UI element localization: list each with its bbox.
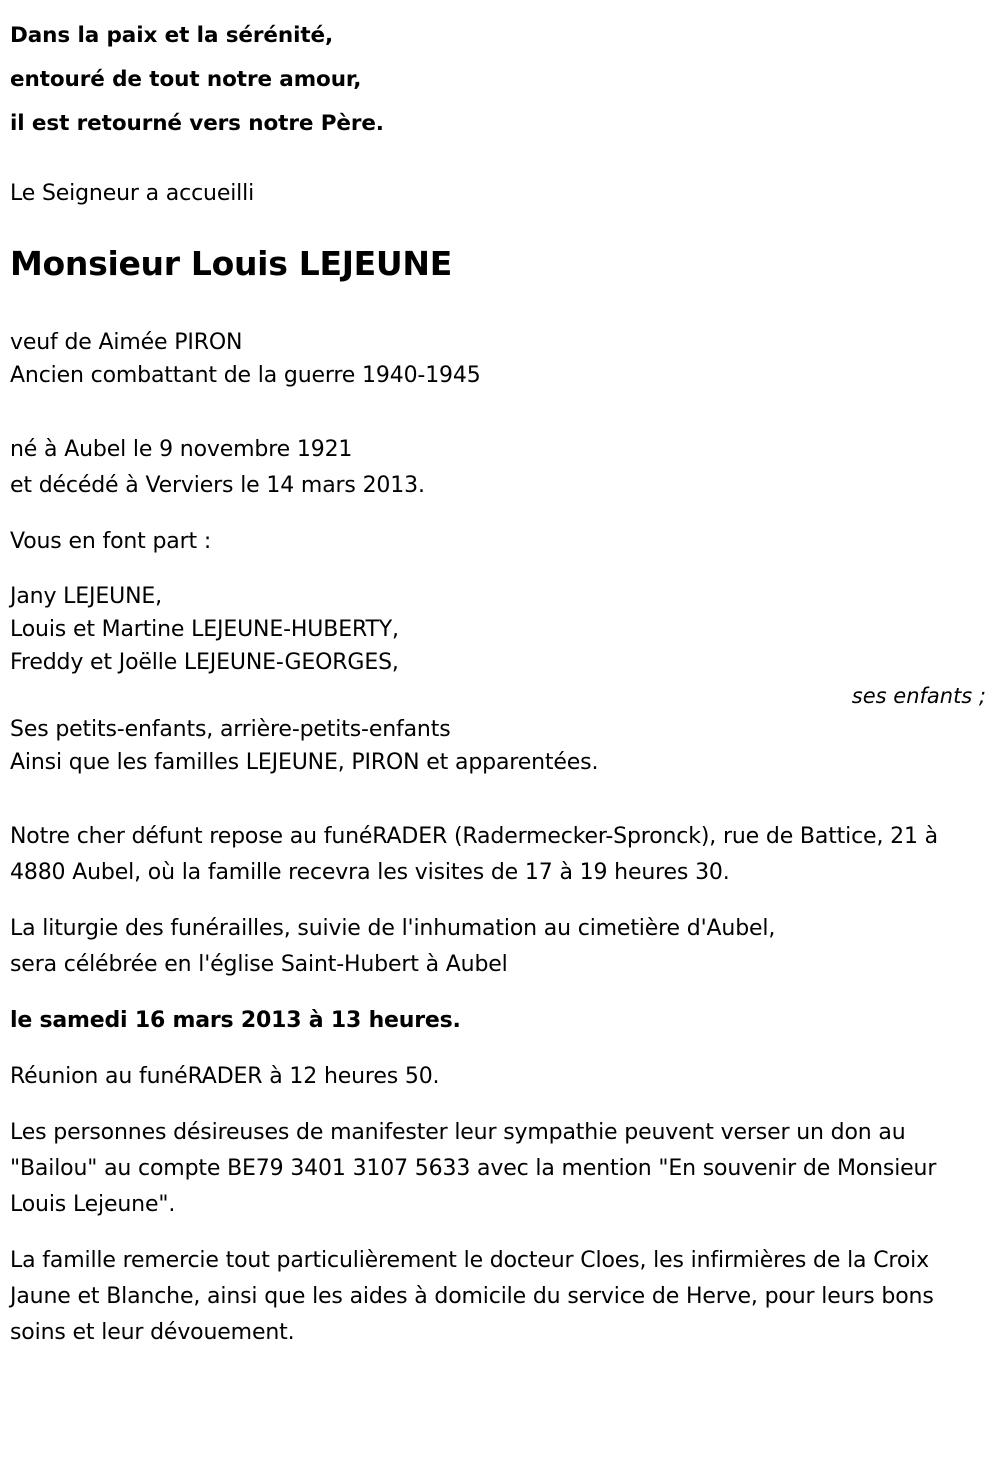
- spacer: [10, 146, 990, 176]
- spacer: [10, 1095, 990, 1115]
- spacer: [10, 1039, 990, 1059]
- children-caption: ses enfants ;: [851, 684, 986, 708]
- spacer: [10, 392, 990, 432]
- announcement-intro: Vous en font part :: [10, 529, 212, 554]
- spacer: [10, 983, 990, 1003]
- verse-line-3: il est retourné vers notre Père.: [10, 111, 384, 136]
- spacer: [10, 560, 990, 580]
- distinction-line: Ancien combattant de la guerre 1940-1945: [10, 363, 481, 388]
- ceremony-datetime: le samedi 16 mars 2013 à 13 heures.: [10, 1008, 461, 1033]
- families-line: Ainsi que les familles LEJEUNE, PIRON et apparentées.: [10, 750, 599, 775]
- spacer: [10, 779, 990, 819]
- spacer: [10, 504, 990, 524]
- opening-verse: [10, 14, 990, 146]
- liturgy-line-2: sera célébrée en l'église Saint-Hubert à Aubel: [10, 952, 508, 977]
- gathering-line: Réunion au funéRADER à 12 heures 50.: [10, 1064, 440, 1089]
- list-item: Freddy et Joëlle LEJEUNE-GEORGES,: [10, 650, 399, 675]
- donation-paragraph: Les personnes désireuses de manifester leur sympathie peuvent verser un don au "Bailou" au compte BE79 3401 3107 5633 avec la mention "En souvenir de Monsieur Louis Lejeune".: [10, 1120, 937, 1217]
- list-item: Jany LEJEUNE,: [10, 584, 162, 609]
- grandchildren-line: Ses petits-enfants, arrière-petits-enfants: [10, 717, 451, 742]
- thanks-paragraph: La famille remercie tout particulièrement le docteur Cloes, les infirmières de la Croix Jaune et Blanche, ainsi que les aides à domicile du service de Herve, pour leurs bons soins et leur dévouement.: [10, 1248, 934, 1345]
- list-item: Louis et Martine LEJEUNE-HUBERTY,: [10, 617, 399, 642]
- children-list: [10, 580, 990, 679]
- birth-line: né à Aubel le 9 novembre 1921: [10, 437, 353, 462]
- death-line: et décédé à Verviers le 14 mars 2013.: [10, 473, 425, 498]
- spacer: [10, 1223, 990, 1243]
- repose-paragraph: Notre cher défunt repose au funéRADER (Radermecker-Spronck), rue de Battice, 21 à 4880 Aubel, où la famille recevra les visites de 17 à 19 heures 30.: [10, 824, 938, 885]
- spacer: [10, 286, 990, 326]
- verse-line-2: entouré de tout notre amour,: [10, 67, 362, 92]
- deceased-name: Monsieur Louis LEJEUNE: [10, 244, 452, 283]
- spouse-line: veuf de Aimée PIRON: [10, 330, 243, 355]
- liturgy-line-1: La liturgie des funérailles, suivie de l'inhumation au cimetière d'Aubel,: [10, 916, 776, 941]
- spacer: [10, 212, 990, 242]
- spacer: [10, 891, 990, 911]
- verse-line-1: Dans la paix et la sérénité,: [10, 23, 334, 48]
- intro-line: Le Seigneur a accueilli: [10, 181, 255, 206]
